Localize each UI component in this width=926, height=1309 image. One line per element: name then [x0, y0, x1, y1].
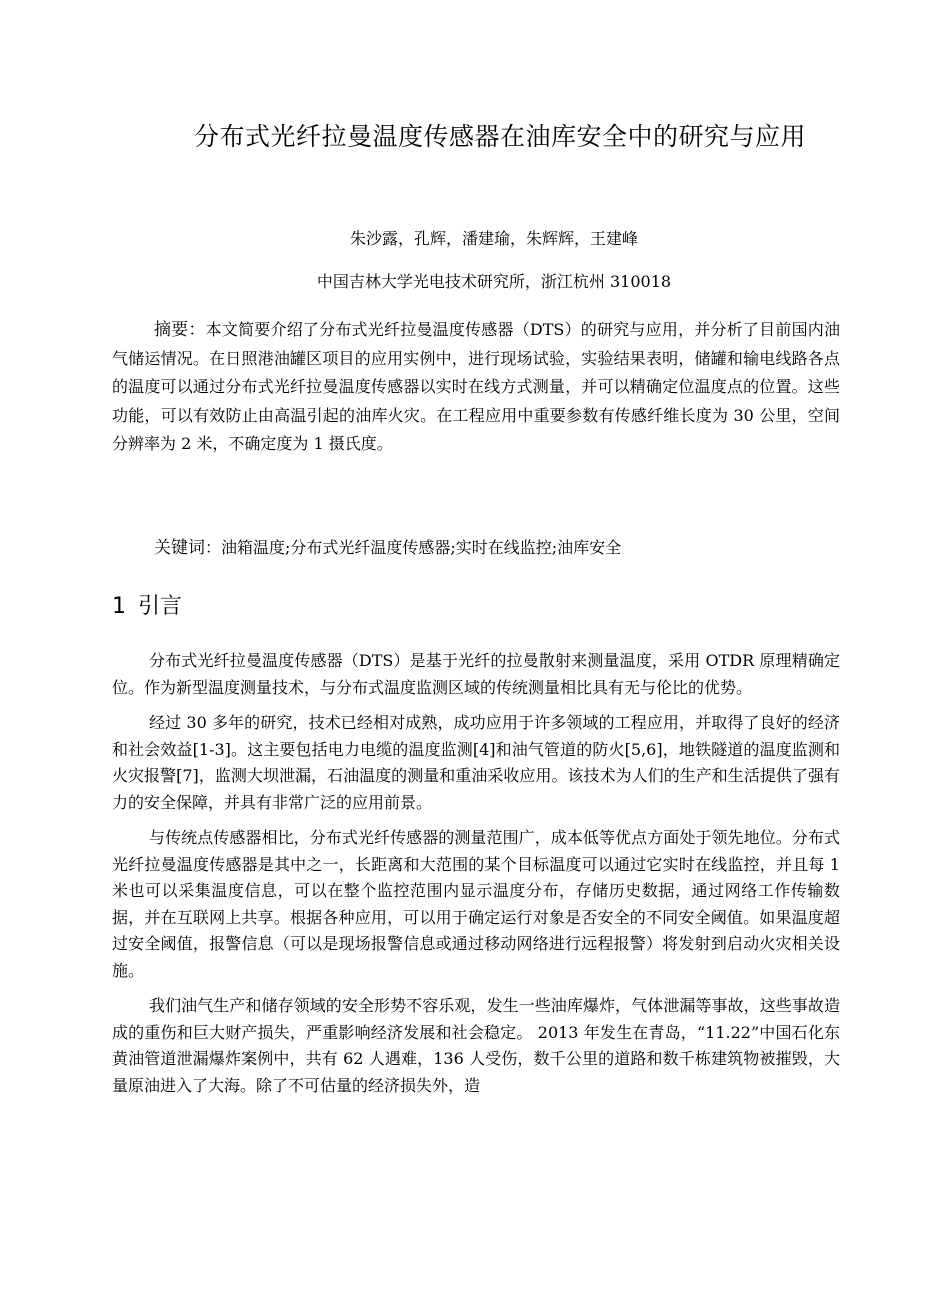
- abstract-label: 摘要：: [154, 320, 206, 340]
- section-number: 1: [112, 594, 126, 619]
- body-paragraph: 与传统点传感器相比，分布式光纤传感器的测量范围广，成本低等优点方面处于领先地位。分布式光纤拉曼温度传感器是其中之一，长距离和大范围的某个目标温度可以通过它实时在线监控，并且每 1 米也可以采集温度信息，可以在整个监控范围内显示温度分布，存储历史数据，通过网络工作传输数据，并在互联网上共享。根据各种应用，可以用于确定运行对象是否安全的不同安全阈值。如果温度超过安全阈值，报警信息（可以是现场报警信息或通过移动网络进行远程报警）将发射到启动火灾相关设施。: [112, 828, 840, 980]
- body-paragraph: 我们油气生产和储存领域的安全形势不容乐观，发生一些油库爆炸，气体泄漏等事故，这些事故造成的重伤和巨大财产损失，严重影响经济发展和社会稳定。 2013 年发生在青岛，“11.22”中国石化东黄油管道泄漏爆炸案例中，共有 62 人遇难，136 人受伤，数千公里的道路和数千栋建筑物被摧毁，大量原油进入了大海。除了不可估量的经济损失外，造: [112, 996, 840, 1095]
- affiliation: 中国吉林大学光电技术研究所，浙江杭州 310018: [316, 272, 672, 291]
- abstract: [112, 316, 840, 459]
- body-paragraph: 经过 30 多年的研究，技术已经相对成熟，成功应用于许多领域的工程应用，并取得了良好的经济和社会效益[1-3]。这主要包括电力电缆的温度监测[4]和油气管道的防火[5,6]，地铁隧道的温度监测和火灾报警[7]，监测大坝泄漏，石油温度的测量和重油采收应用。该技术为人们的生产和生活提供了强有力的安全保障，并具有非常广泛的应用前景。: [112, 713, 840, 812]
- abstract-text: 本文简要介绍了分布式光纤拉曼温度传感器（DTS）的研究与应用，并分析了目前国内油气储运情况。在日照港油罐区项目的应用实例中，进行现场试验，实验结果表明，储罐和输电线路各点的温度可以通过分布式光纤拉曼温度传感器以实时在线方式测量，并可以精确定位温度点的位置。这些功能，可以有效防止由高温引起的油库火灾。在工程应用中重要参数有传感纤维长度为 30 公里，空间分辨率为 2 米，不确定度为 1 摄氏度。: [112, 320, 840, 453]
- paper-title: 分布式光纤拉曼温度传感器在油库安全中的研究与应用: [193, 122, 806, 151]
- section-body: [112, 648, 840, 1108]
- keywords: [154, 535, 844, 561]
- section-title: 引言: [138, 594, 183, 619]
- body-paragraph: 分布式光纤拉曼温度传感器（DTS）是基于光纤的拉曼散射来测量温度，采用 OTDR 原理精确定位。作为新型温度测量技术，与分布式温度监测区域的传统测量相比具有无与伦比的优势。: [112, 651, 840, 697]
- section-heading: [112, 590, 182, 624]
- author-list: 朱沙露，孔辉，潘建瑜，朱辉辉，王建峰: [349, 229, 638, 248]
- keywords-label: 关键词: [154, 538, 205, 558]
- keywords-text: ：油箱温度;分布式光纤温度传感器;实时在线监控;油库安全: [205, 538, 622, 557]
